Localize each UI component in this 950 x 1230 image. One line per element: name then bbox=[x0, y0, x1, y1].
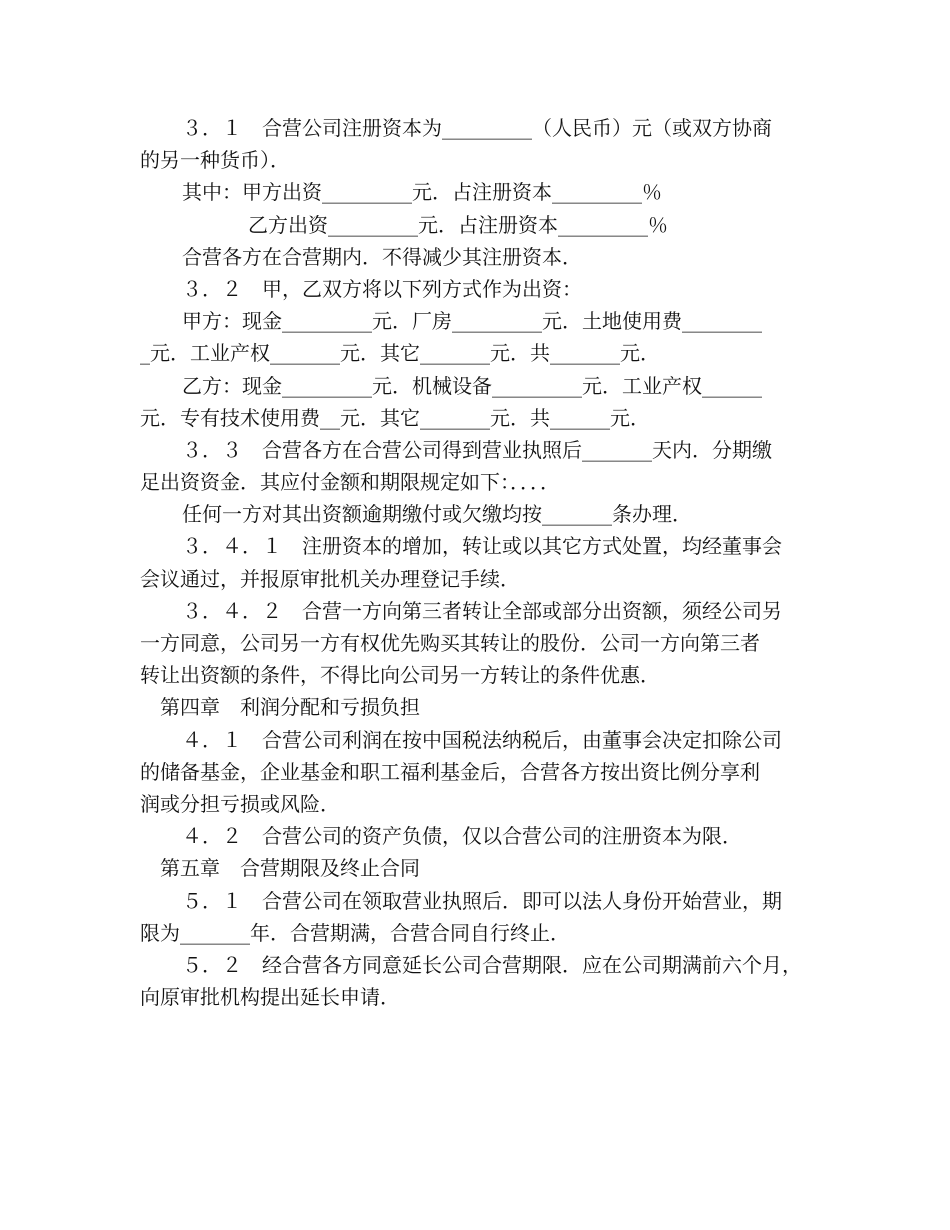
text-line: ３．３ 合营各方在合营公司得到营业执照后_______天内．分期缴 bbox=[182, 437, 772, 462]
text-line: 乙方：现金_________元．机械设备_________元．工业产权______ bbox=[182, 373, 762, 398]
text-line: 限为_______年．合营期满，合营合同自行终止． bbox=[140, 920, 570, 945]
text-line: 元．专有技术使用费__元．其它_______元．共______元． bbox=[140, 405, 650, 430]
text-line: 一方同意，公司另一方有权优先购买其转让的股份．公司一方向第三者 bbox=[140, 631, 760, 655]
text-line: ３．２ 甲，乙双方将以下列方式作为出资： bbox=[182, 276, 582, 301]
text-line: ３．４．２ 合营一方向第三者转让全部或部分出资额，须经公司另 bbox=[182, 598, 782, 623]
text-line: 任何一方对其出资额逾期缴付或欠缴均按_______条办理． bbox=[182, 502, 692, 527]
text-line: _元．工业产权_______元．其它_______元．共_______元． bbox=[140, 341, 660, 366]
text-line: 的储备基金，企业基金和职工福利基金后，合营各方按出资比例分享利 bbox=[140, 759, 760, 784]
text-line: ３．４．１ 注册资本的增加，转让或以其它方式处置，均经董事会 bbox=[182, 534, 782, 559]
text-line: ５．１ 合营公司在领取营业执照后．即可以法人身份开始营业，期 bbox=[182, 888, 782, 913]
text-line: 转让出资额的条件，不得比向公司另一方转让的条件优惠． bbox=[140, 663, 660, 688]
text-line: 甲方：现金_________元．厂房_________元．土地使用费________ bbox=[182, 309, 762, 334]
text-line: 合营各方在合营期内．不得减少其注册资本． bbox=[182, 244, 582, 269]
text-line: 向原审批机构提出延长申请． bbox=[140, 985, 400, 1010]
document-body bbox=[140, 112, 830, 1013]
text-line: ４．１ 合营公司利润在按中国税法纳税后，由董事会决定扣除公司 bbox=[182, 727, 782, 752]
text-line: 的另一种货币）． bbox=[140, 148, 290, 173]
text-line: 乙方出资_________元．占注册资本_________％ bbox=[248, 212, 668, 237]
text-line: ４．２ 合营公司的资产负债，仅以合营公司的注册资本为限． bbox=[182, 824, 742, 849]
text-line: 润或分担亏损或风险． bbox=[140, 791, 340, 816]
chapter-heading: 第四章 利润分配和亏损负担 bbox=[160, 695, 420, 720]
text-line: ５．２ 经合营各方同意延长公司合营期限．应在公司期满前六个月， bbox=[182, 952, 802, 977]
text-line: 其中：甲方出资_________元．占注册资本_________％ bbox=[182, 180, 662, 205]
text-line: 足出资资金．其应付金额和期限规定如下：．．．． bbox=[140, 470, 560, 495]
text-line: ３．１ 合营公司注册资本为_________（人民币）元（或双方协商 bbox=[182, 116, 772, 140]
text-line: 会议通过，并报原审批机关办理登记手续． bbox=[140, 566, 520, 591]
chapter-heading: 第五章 合营期限及终止合同 bbox=[160, 856, 420, 881]
